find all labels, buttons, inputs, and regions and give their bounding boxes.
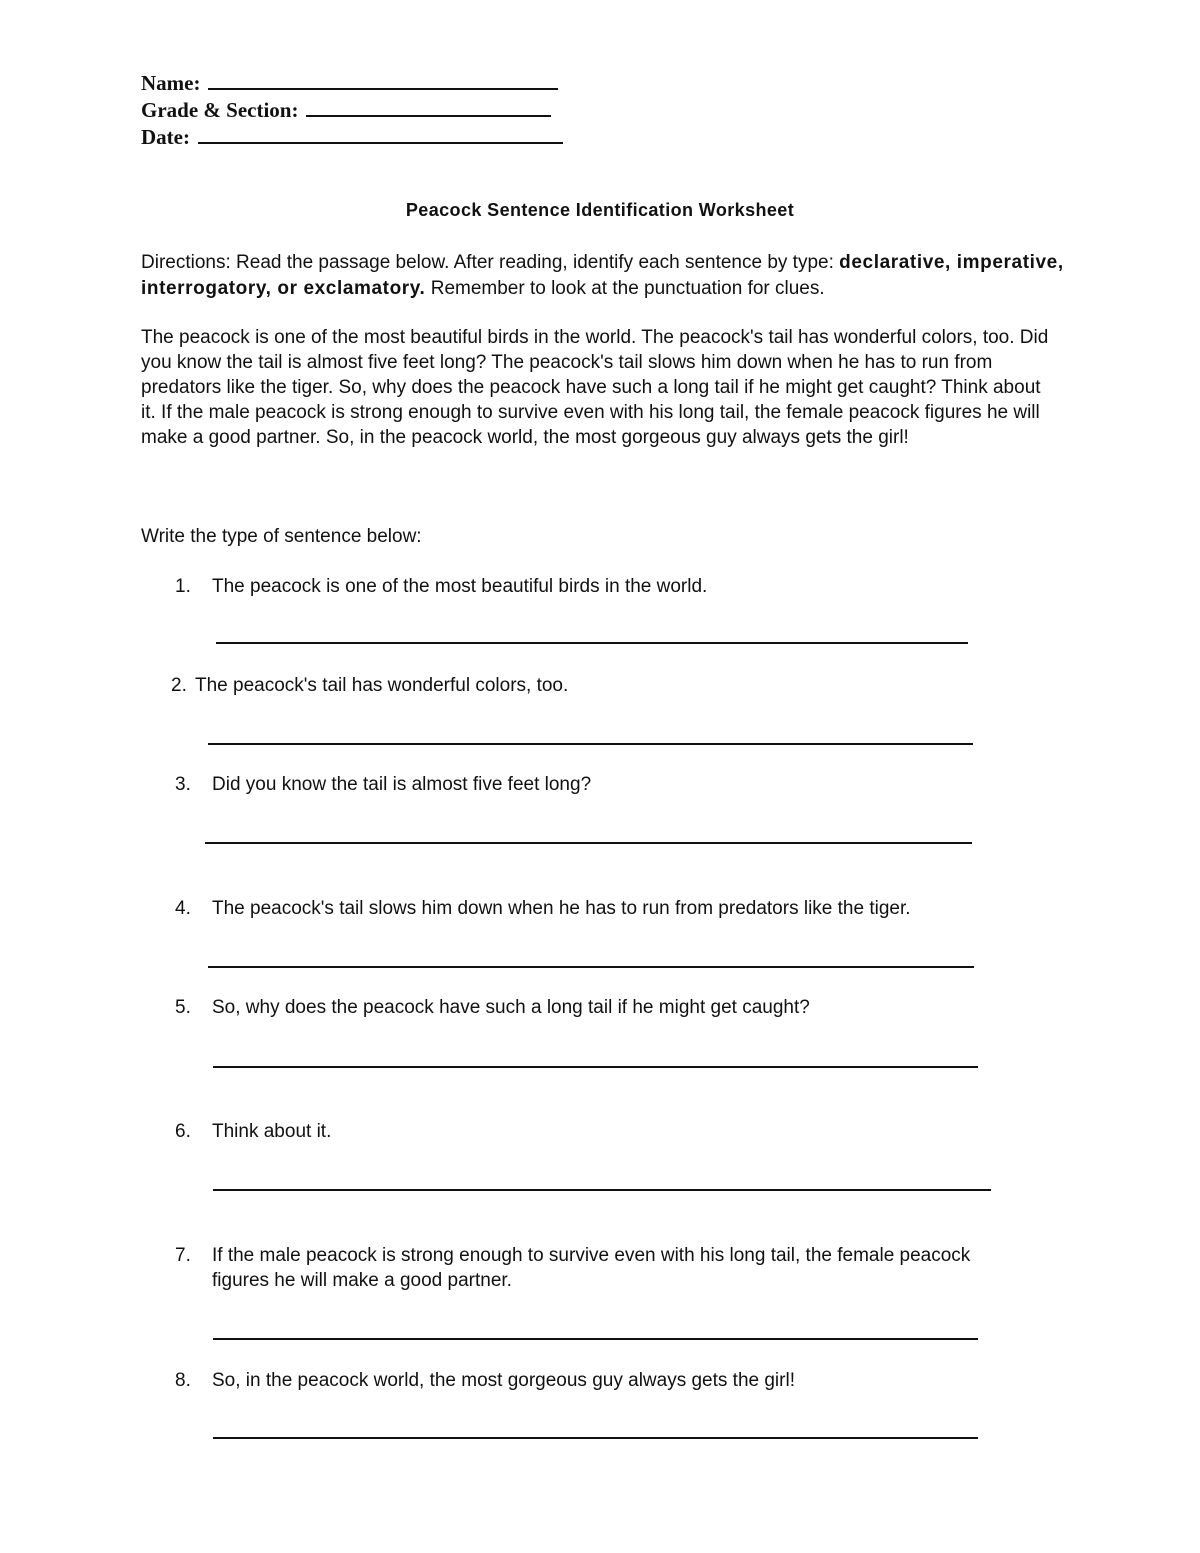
answer-line-1[interactable] [216,642,968,644]
grade-section-blank[interactable] [306,97,551,117]
question-number: 3. [175,774,191,795]
write-instruction: Write the type of sentence below: [141,526,422,547]
answer-line-8[interactable] [213,1437,978,1439]
grade-section-label: Grade & Section: [141,98,299,122]
question-text: The peacock's tail slows him down when he has to run from predators like the tiger. [212,898,911,919]
directions-intro: Directions: Read the passage below. After reading, identify each sentence by type: [141,252,840,273]
question-number: 7. [175,1245,191,1266]
question-number: 5. [175,997,191,1018]
sentence-types: declarative, imperative, interrogatory, or exclamatory. [141,252,1064,299]
question-number: 8. [175,1370,191,1391]
worksheet-title: Peacock Sentence Identification Worksheet [405,200,795,220]
question-number: 6. [175,1121,191,1142]
directions-outro: Remember to look at the punctuation for clues. [425,278,825,299]
answer-line-3[interactable] [205,842,972,844]
date-row [141,124,563,151]
answer-line-6[interactable] [213,1189,991,1191]
question-text: Did you know the tail is almost five feet long? [212,774,592,795]
grade-section-row [141,97,551,124]
name-row [141,70,558,97]
question-text: So, why does the peacock have such a long tail if he might get caught? [212,997,810,1018]
name-label: Name: [141,71,201,95]
answer-line-2[interactable] [208,743,973,745]
question-text: If the male peacock is strong enough to survive even with his long tail, the female peacock figures he will make a good partner. [212,1245,971,1291]
question-number: 2. [171,675,187,696]
question-number: 4. [175,898,191,919]
date-label: Date: [141,125,190,149]
question-text: Think about it. [212,1121,332,1142]
answer-line-7[interactable] [213,1338,978,1340]
question-text: The peacock's tail has wonderful colors, too. [195,675,569,696]
directions [141,250,1071,302]
answer-line-4[interactable] [208,966,974,968]
question-text: So, in the peacock world, the most gorgeous guy always gets the girl! [212,1370,795,1391]
question-text: The peacock is one of the most beautiful birds in the world. [212,576,708,597]
date-blank[interactable] [198,124,563,144]
reading-passage: The peacock is one of the most beautiful birds in the world. The peacock's tail has wonderful colors, too. Did you know the tail is almost five feet long? The peacock's tail slows him down when he has to run from predators like the tiger. So, why does the peacock have such a long tail if he might get caught? Think about it. If the male peacock is strong enough to survive even with his long tail, the female peacock figures he will make a good partner. So, in the peacock world, the most gorgeous guy always gets the girl! [141,327,1049,448]
answer-line-5[interactable] [213,1066,978,1068]
question-number: 1. [175,576,191,597]
name-blank[interactable] [208,70,558,90]
